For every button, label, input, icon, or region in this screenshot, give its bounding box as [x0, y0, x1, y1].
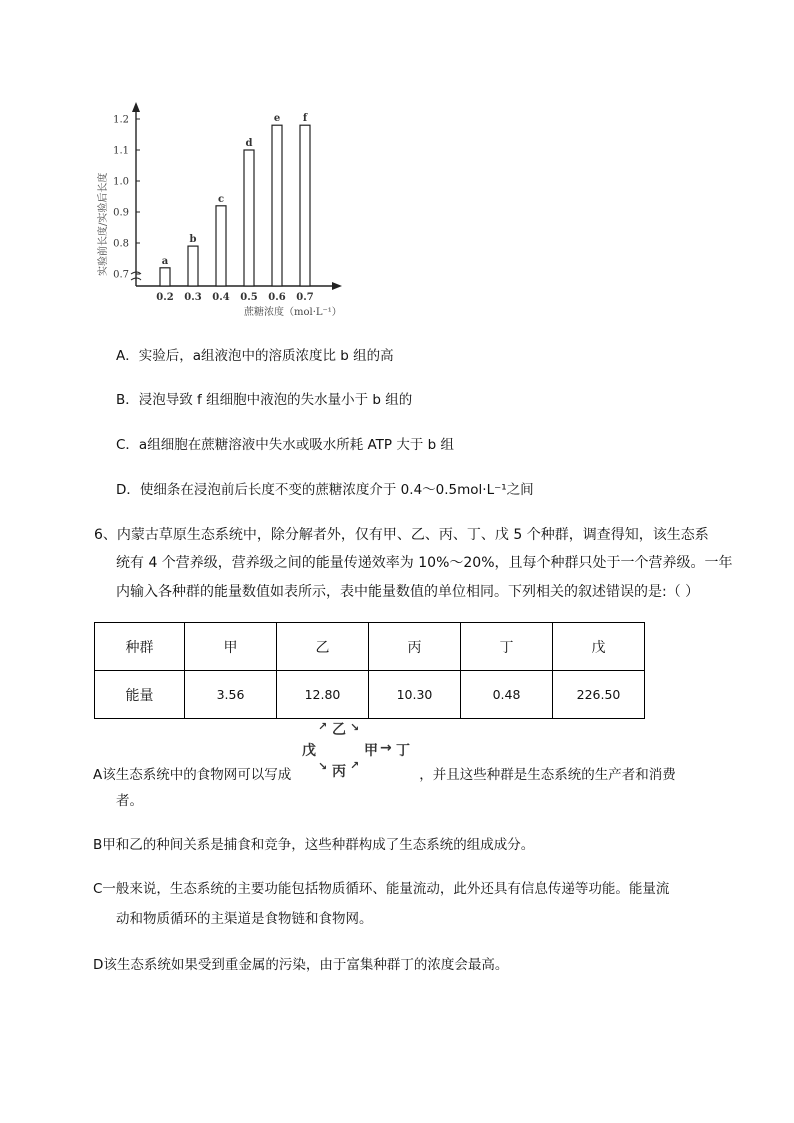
- food-web-upper: 乙: [332, 722, 346, 738]
- q6-option-a-text-cont: ，并且这些种群是生态系统的生产者和消费: [419, 767, 676, 783]
- food-web-arrow: ↗: [318, 720, 328, 733]
- y-tick-label: 0.9: [113, 207, 129, 219]
- chart-ylabel: 实验前长度/实验后长度: [98, 172, 109, 276]
- table-cell: 戊: [553, 623, 645, 671]
- q6-option-a-wrap: 者。: [116, 793, 143, 809]
- q5-option-b: B．浸泡导致 f 组细胞中液泡的失水量小于 b 组的: [116, 392, 413, 408]
- bar-label: b: [189, 234, 197, 246]
- bar-label: e: [273, 113, 281, 125]
- q6-option-d: D该生态系统如果受到重金属的污染，由于富集种群丁的浓度会最高。: [93, 957, 509, 973]
- table-cell: 丙: [369, 623, 461, 671]
- q6-stem-line2: 统有 4 个营养级，营养级之间的能量传递效率为 10%～20%，且每个种群只处于一个营养级。一年: [116, 555, 733, 571]
- q6-stem-line1: 6、内蒙古草原生态系统中，除分解者外，仅有甲、乙、丙、丁、戊 5 个种群，调查得知，该生态系: [94, 527, 709, 543]
- y-axis-arrow: [132, 102, 140, 112]
- food-web-top: 丁: [396, 743, 410, 759]
- bar: [244, 150, 254, 286]
- table-cell: 226.50: [553, 671, 645, 719]
- bar: [160, 268, 170, 286]
- table-cell: 12.80: [277, 671, 369, 719]
- q6-option-c-line2: 动和物质循环的主渠道是食物链和食物网。: [116, 911, 373, 927]
- chart-xlabel: 蔗糖浓度（mol·L⁻¹）: [244, 307, 342, 318]
- bar: [188, 246, 198, 286]
- table-cell: 10.30: [369, 671, 461, 719]
- x-tick-label: 0.4: [212, 292, 230, 303]
- q6-stem-line3: 内输入各种群的能量数值如表所示，表中能量数值的单位相同。下列相关的叙述错误的是:（ ）: [116, 584, 700, 600]
- y-tick-label: 1.0: [113, 176, 129, 188]
- food-web-arrow: ↘: [350, 721, 360, 734]
- table-cell: 能量: [95, 671, 185, 719]
- table-row: [95, 671, 645, 719]
- bar-label: d: [245, 138, 253, 149]
- bar: [272, 125, 282, 286]
- food-web-arrow: ↗: [350, 759, 360, 772]
- q6-option-c-line1: C一般来说，生态系统的主要功能包括物质循环、能量流动，此外还具有信息传递等功能。能量流: [93, 881, 670, 897]
- chart-ticks: [113, 115, 314, 304]
- bar: [216, 206, 226, 286]
- bar-label: c: [217, 193, 225, 205]
- table-row: [95, 623, 645, 671]
- y-tick-label: 1.2: [113, 114, 129, 126]
- bar-label: f: [302, 113, 308, 125]
- q5-option-c: C．a组细胞在蔗糖溶液中失水或吸水所耗 ATP 大于 b 组: [116, 437, 455, 453]
- y-tick-label: 0.8: [113, 238, 129, 250]
- x-tick-label: 0.2: [156, 292, 174, 303]
- y-tick-label: 0.7: [113, 269, 129, 281]
- q5-option-d: D．使细条在浸泡前后长度不变的蔗糖浓度介于 0.4～0.5mol·L⁻¹之间: [116, 482, 534, 498]
- energy-table: [94, 622, 645, 719]
- bar-chart: [88, 96, 358, 326]
- q6-option-b: B甲和乙的种间关系是捕食和竞争，这些种群构成了生态系统的组成成分。: [93, 837, 535, 853]
- x-tick-label: 0.5: [240, 292, 258, 303]
- food-web-lower: 丙: [332, 764, 346, 780]
- x-tick-label: 0.6: [268, 292, 286, 303]
- food-web-arrow: →: [380, 740, 392, 756]
- table-cell: 丁: [461, 623, 553, 671]
- x-tick-label: 0.3: [184, 292, 202, 303]
- table-cell: 乙: [277, 623, 369, 671]
- food-web-mid: 甲: [364, 743, 378, 759]
- x-axis-arrow: [332, 282, 342, 290]
- bar: [300, 125, 310, 286]
- food-web-source: 戊: [302, 743, 316, 759]
- table-cell: 种群: [95, 623, 185, 671]
- q6-option-a-text: A该生态系统中的食物网可以写成: [93, 767, 292, 783]
- chart-bars: [160, 113, 310, 286]
- table-cell: 3.56: [185, 671, 277, 719]
- q5-option-a: A．实验后，a组液泡中的溶质浓度比 b 组的高: [116, 348, 394, 364]
- bar-label: a: [161, 255, 169, 267]
- table-cell: 0.48: [461, 671, 553, 719]
- y-tick-label: 1.1: [113, 145, 129, 157]
- food-web-arrow: ↘: [318, 760, 328, 773]
- x-tick-label: 0.7: [296, 292, 314, 303]
- table-cell: 甲: [185, 623, 277, 671]
